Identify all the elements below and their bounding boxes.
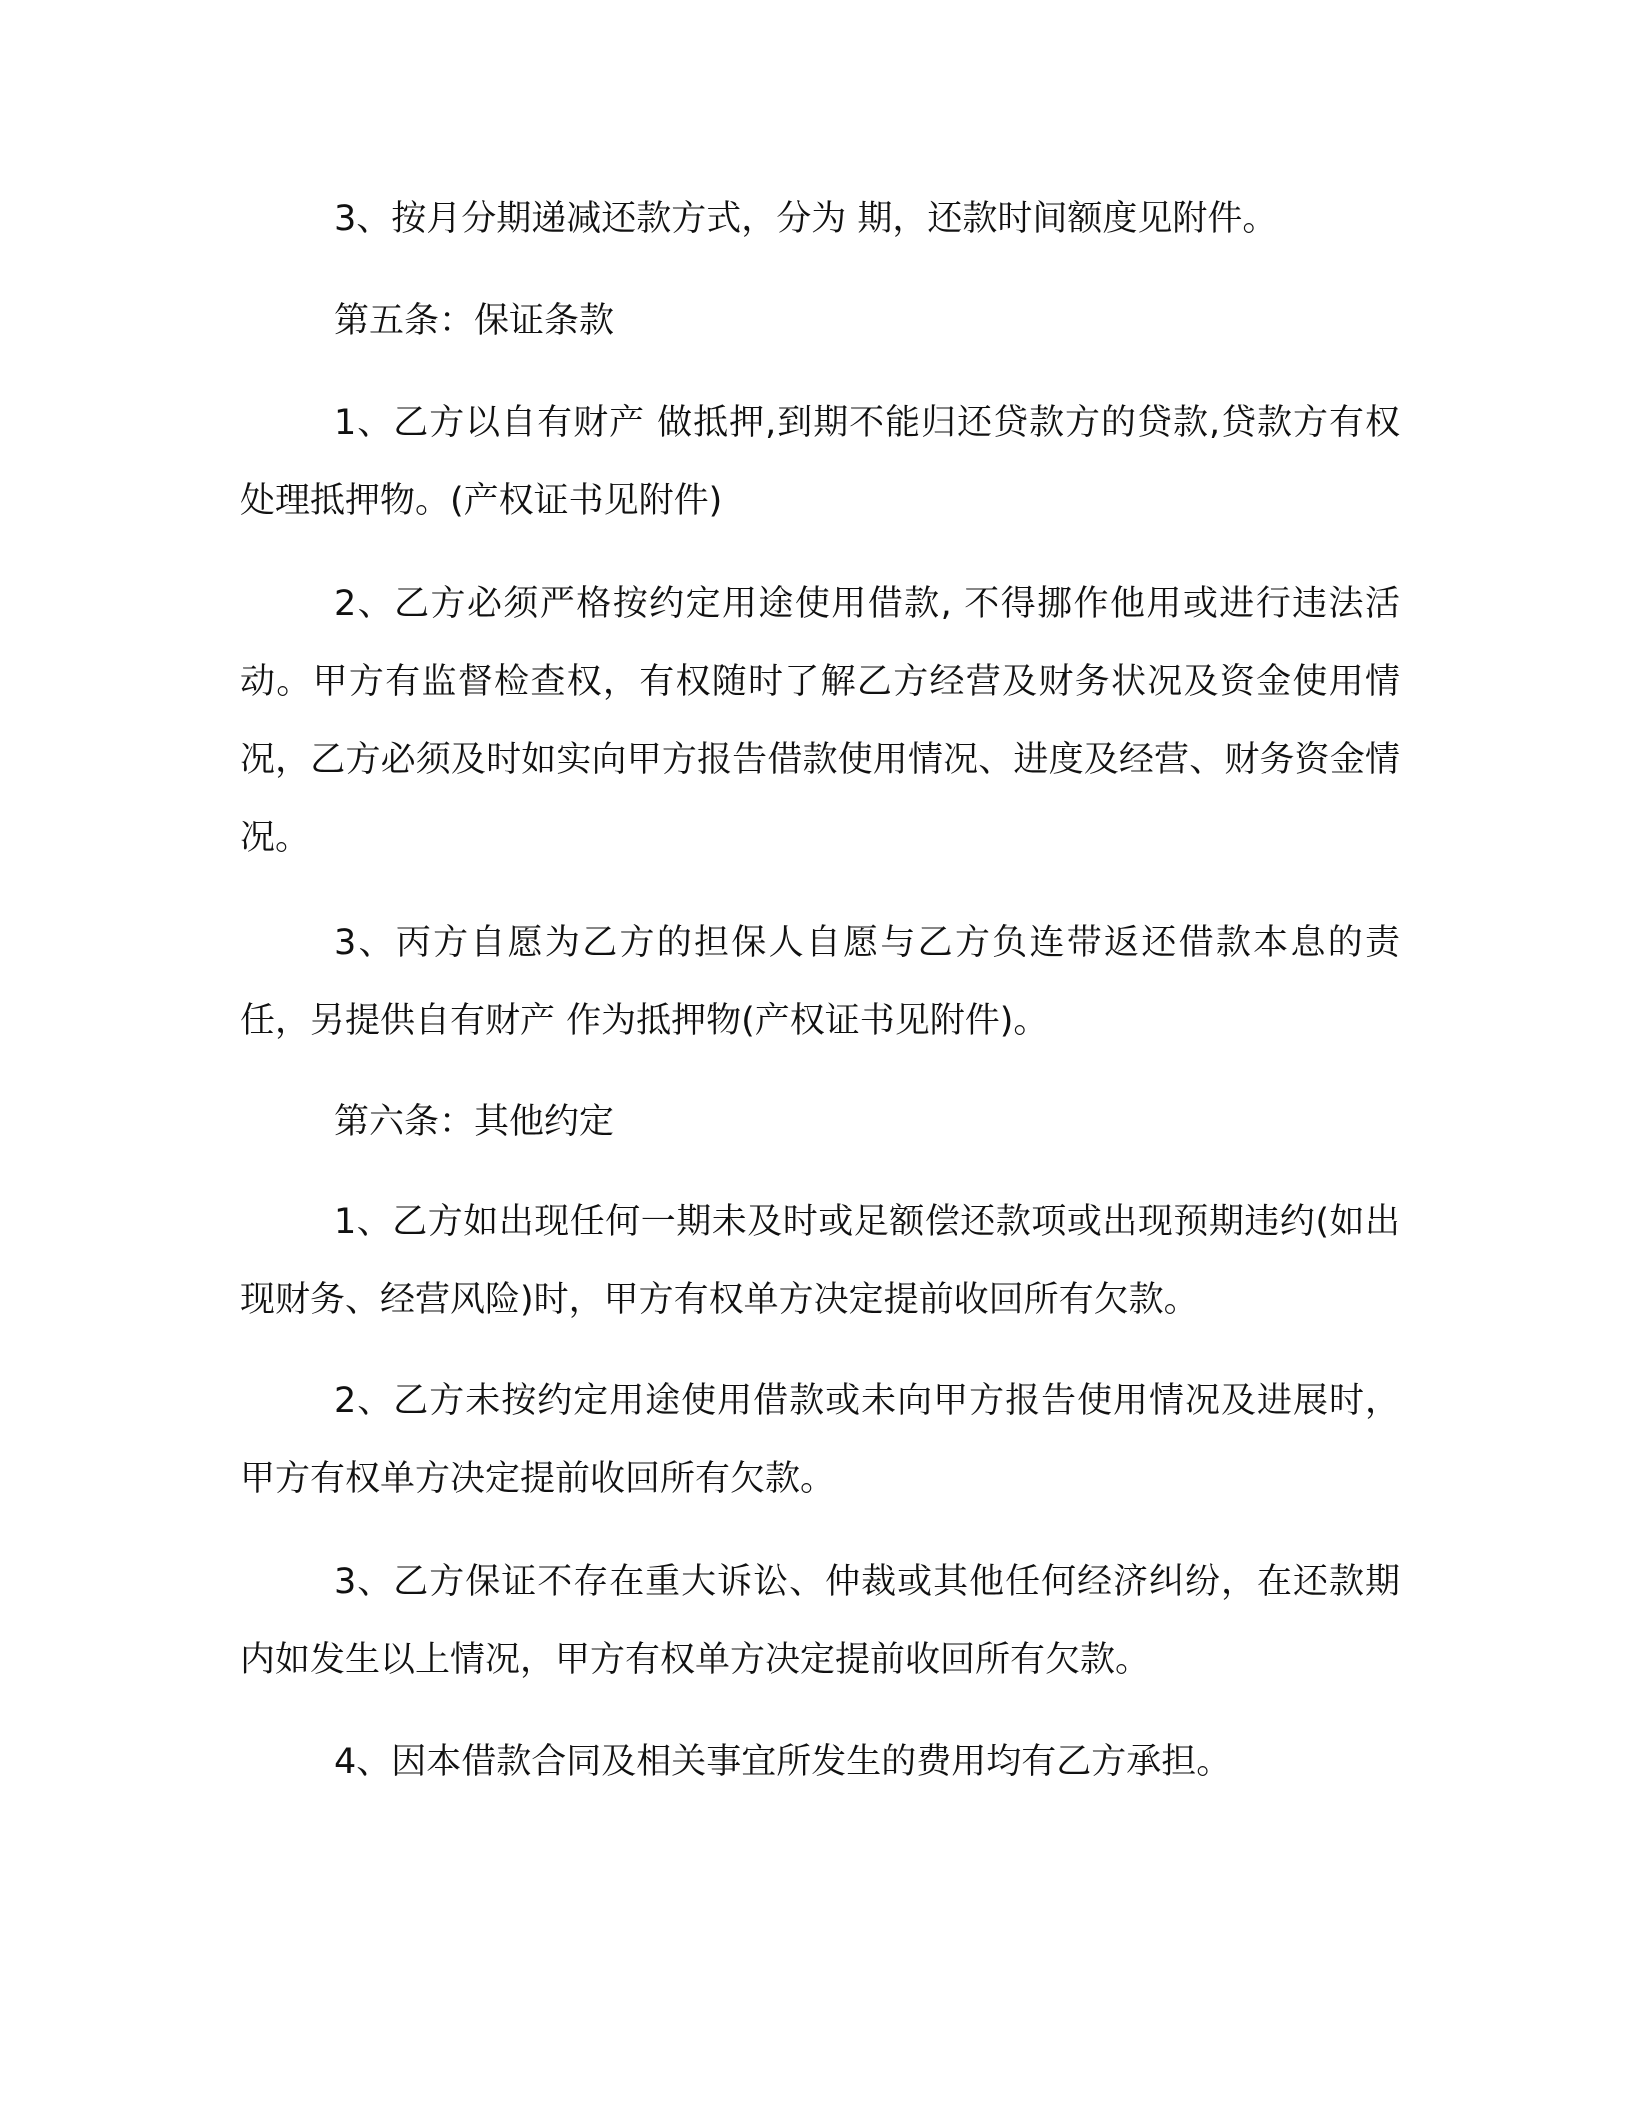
clause-4-item-3: 3、按月分期递减还款方式，分为 期，还款时间额度见附件。 bbox=[334, 199, 1278, 239]
clause-5-item-1: 1、乙方以自有财产 做抵押,到期不能归还贷款方的贷款,贷款方有权处理抵押物。(产权证书见附件) bbox=[240, 403, 1400, 521]
clause-6-item-2: 2、乙方未按约定用途使用借款或未向甲方报告使用情况及进展时，甲方有权单方决定提前收回所有欠款。 bbox=[240, 1381, 1400, 1499]
clause-6-item-4: 4、因本借款合同及相关事宜所发生的费用均有乙方承担。 bbox=[334, 1742, 1232, 1782]
clause-5-item-2: 2、乙方必须严格按约定用途使用借款, 不得挪作他用或进行违法活动。甲方有监督检查权，有权随时了解乙方经营及财务状况及资金使用情况，乙方必须及时如实向甲方报告借款使用情况、进度及经营、财务资金情况。 bbox=[240, 584, 1400, 858]
article-6-heading: 第六条：其他约定 bbox=[334, 1102, 615, 1142]
clause-6-item-1: 1、乙方如出现任何一期未及时或足额偿还款项或出现预期违约(如出现财务、经营风险)时，甲方有权单方决定提前收回所有欠款。 bbox=[240, 1202, 1400, 1320]
clause-5-item-3: 3、丙方自愿为乙方的担保人自愿与乙方负连带返还借款本息的责任，另提供自有财产 作为抵押物(产权证书见附件)。 bbox=[240, 923, 1400, 1041]
clause-6-item-3: 3、乙方保证不存在重大诉讼、仲裁或其他任何经济纠纷，在还款期内如发生以上情况，甲方有权单方决定提前收回所有欠款。 bbox=[240, 1562, 1400, 1680]
article-5-heading: 第五条：保证条款 bbox=[334, 301, 615, 341]
